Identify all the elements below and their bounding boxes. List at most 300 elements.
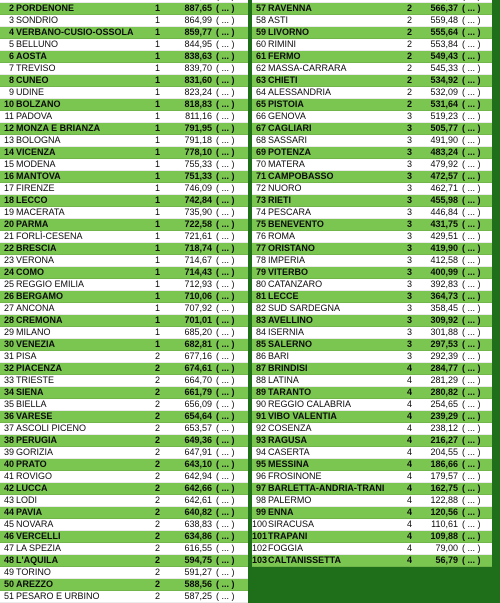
details-link[interactable]: ( ... )	[216, 543, 235, 553]
rank-number: 57	[255, 3, 266, 13]
details-link[interactable]: ( ... )	[216, 579, 235, 589]
city-name: VITERBO	[268, 267, 309, 277]
score-value: 419,90	[430, 243, 458, 253]
rank-number: 20	[3, 219, 14, 229]
details-link[interactable]: ( ... )	[216, 399, 235, 409]
group-number: 2	[154, 399, 160, 409]
details-link[interactable]: ( ... )	[216, 99, 235, 109]
city-name: LECCE	[268, 291, 299, 301]
details-link[interactable]: ( ... )	[462, 195, 481, 205]
details-link[interactable]: ( ... )	[462, 63, 481, 73]
details-link[interactable]: ( ... )	[462, 15, 481, 25]
score-value: 714,43	[184, 267, 212, 277]
rank-number: 11	[4, 111, 14, 121]
ranking-row	[0, 555, 248, 567]
group-number: 3	[406, 255, 412, 265]
details-link[interactable]: ( ... )	[462, 27, 481, 37]
details-link[interactable]: ( ... )	[462, 159, 481, 169]
details-link[interactable]: ( ... )	[462, 483, 481, 493]
rank-number: 83	[255, 315, 266, 325]
details-link[interactable]: ( ... )	[216, 183, 235, 193]
rank-number: 42	[3, 483, 14, 493]
city-name: L'AQUILA	[16, 555, 59, 565]
details-link[interactable]: ( ... )	[216, 375, 235, 385]
details-link[interactable]: ( ... )	[216, 51, 235, 61]
details-link[interactable]: ( ... )	[462, 315, 481, 325]
city-name: PORDENONE	[16, 3, 75, 13]
city-name: LODI	[16, 495, 38, 505]
ranking-row	[0, 147, 248, 159]
city-name: LECCO	[16, 195, 48, 205]
city-name: CAMPOBASSO	[268, 171, 334, 181]
details-link[interactable]: ( ... )	[216, 3, 235, 13]
group-number: 2	[154, 423, 160, 433]
details-link[interactable]: ( ... )	[216, 459, 235, 469]
group-number: 4	[406, 387, 412, 397]
details-link[interactable]: ( ... )	[462, 87, 481, 97]
score-value: 588,56	[184, 579, 212, 589]
details-link[interactable]: ( ... )	[216, 39, 235, 49]
city-name: SALERNO	[268, 339, 313, 349]
details-link[interactable]: ( ... )	[462, 243, 481, 253]
city-name: REGGIO CALABRIA	[268, 399, 352, 409]
details-link[interactable]: ( ... )	[216, 423, 235, 433]
details-link[interactable]: ( ... )	[216, 531, 235, 541]
score-value: 642,66	[184, 483, 212, 493]
rank-number: 91	[255, 411, 266, 421]
details-link[interactable]: ( ... )	[462, 387, 481, 397]
score-value: 591,27	[184, 567, 212, 577]
details-link[interactable]: ( ... )	[216, 171, 235, 181]
ranking-row	[0, 219, 248, 231]
ranking-row	[0, 531, 248, 543]
score-value: 844,95	[184, 39, 212, 49]
ranking-row	[252, 387, 492, 399]
city-name: LA SPEZIA	[16, 543, 62, 553]
details-link[interactable]: ( ... )	[462, 531, 481, 541]
details-link[interactable]: ( ... )	[216, 435, 235, 445]
group-number: 1	[154, 219, 160, 229]
group-number: 2	[154, 435, 160, 445]
details-link[interactable]: ( ... )	[462, 75, 481, 85]
group-number: 1	[154, 255, 160, 265]
details-link[interactable]: ( ... )	[462, 519, 481, 529]
city-name: RAVENNA	[268, 3, 312, 13]
details-link[interactable]: ( ... )	[216, 207, 235, 217]
details-link[interactable]: ( ... )	[216, 495, 235, 505]
group-number: 1	[154, 75, 160, 85]
group-number: 2	[154, 459, 160, 469]
details-link[interactable]: ( ... )	[462, 375, 481, 385]
city-name: ISERNIA	[268, 327, 305, 337]
score-value: 204,55	[430, 447, 458, 457]
rank-number: 76	[255, 231, 266, 241]
group-number: 2	[154, 387, 160, 397]
details-link[interactable]: ( ... )	[216, 507, 235, 517]
details-link[interactable]: ( ... )	[216, 591, 235, 601]
group-number: 1	[154, 111, 160, 121]
ranking-row	[0, 303, 248, 315]
city-name: FIRENZE	[16, 183, 55, 193]
rank-number: 90	[255, 399, 266, 409]
score-value: 455,98	[430, 195, 458, 205]
details-link[interactable]: ( ... )	[462, 507, 481, 517]
details-link[interactable]: ( ... )	[216, 555, 235, 565]
ranking-row	[252, 279, 492, 291]
details-link[interactable]: ( ... )	[462, 363, 481, 373]
city-name: CATANZARO	[268, 279, 323, 289]
group-number: 2	[406, 3, 412, 13]
rank-number: 13	[3, 135, 14, 145]
city-name: VICENZA	[16, 147, 56, 157]
score-value: 364,73	[430, 291, 458, 301]
rank-number: 64	[255, 87, 266, 97]
details-link[interactable]: ( ... )	[462, 435, 481, 445]
score-value: 446,84	[430, 207, 458, 217]
ranking-row	[252, 231, 492, 243]
rank-number: 18	[3, 195, 14, 205]
rank-number: 73	[255, 195, 266, 205]
group-number: 1	[154, 183, 160, 193]
score-value: 429,51	[430, 231, 458, 241]
details-link[interactable]: ( ... )	[462, 339, 481, 349]
score-value: 714,67	[184, 255, 212, 265]
group-number: 2	[154, 351, 160, 361]
details-link[interactable]: ( ... )	[216, 291, 235, 301]
ranking-row	[252, 291, 492, 303]
ranking-row	[252, 555, 492, 567]
details-link[interactable]: ( ... )	[216, 123, 235, 133]
rank-number: 50	[3, 579, 14, 589]
details-link[interactable]: ( ... )	[216, 87, 235, 97]
details-link[interactable]: ( ... )	[462, 303, 481, 313]
details-link[interactable]: ( ... )	[462, 111, 481, 121]
rank-number: 58	[255, 15, 266, 25]
ranking-row	[0, 567, 248, 579]
details-link[interactable]: ( ... )	[462, 207, 481, 217]
rank-number: 16	[3, 171, 14, 181]
city-name: CAGLIARI	[268, 123, 312, 133]
score-value: 301,88	[430, 327, 458, 337]
rank-number: 103	[252, 555, 268, 565]
score-value: 718,74	[184, 243, 212, 253]
city-name: PERUGIA	[16, 435, 58, 445]
group-number: 2	[406, 27, 412, 37]
group-number: 2	[154, 507, 160, 517]
details-link[interactable]: ( ... )	[462, 543, 481, 553]
score-value: 79,00	[435, 543, 458, 553]
group-number: 3	[406, 351, 412, 361]
ranking-row	[252, 483, 492, 495]
score-value: 791,95	[184, 123, 212, 133]
rank-number: 85	[255, 339, 266, 349]
details-link[interactable]: ( ... )	[462, 123, 481, 133]
ranking-row	[252, 303, 492, 315]
score-value: 545,33	[430, 63, 458, 73]
city-name: RIMINI	[268, 39, 296, 49]
rank-number: 61	[255, 51, 266, 61]
details-link[interactable]: ( ... )	[216, 279, 235, 289]
details-link[interactable]	[462, 0, 492, 2]
details-link[interactable]: ( ... )	[216, 471, 235, 481]
rank-number	[0, 0, 16, 2]
ranking-row	[252, 423, 492, 435]
city-name: FOGGIA	[268, 543, 304, 553]
details-link[interactable]: ( ... )	[462, 147, 481, 157]
group-number: 1	[154, 63, 160, 73]
city-name: BELLUNO	[16, 39, 59, 49]
city-name: RAGUSA	[268, 435, 308, 445]
details-link[interactable]: ( ... )	[216, 303, 235, 313]
rank-number: 70	[255, 159, 266, 169]
score-value: 653,57	[184, 423, 212, 433]
ranking-row	[0, 291, 248, 303]
group-number: 2	[406, 39, 412, 49]
rank-number: 25	[3, 279, 14, 289]
group-number: 1	[154, 3, 160, 13]
rank-number: 23	[3, 255, 14, 265]
details-link[interactable]: ( ... )	[216, 243, 235, 253]
city-name: COMO	[16, 267, 44, 277]
score-value: 642,94	[184, 471, 212, 481]
details-link[interactable]: ( ... )	[462, 351, 481, 361]
group-number: 4	[406, 363, 412, 373]
rank-number: 44	[3, 507, 14, 517]
score-value: 685,20	[184, 327, 212, 337]
details-link[interactable]: ( ... )	[462, 447, 481, 457]
city-name: ORISTANO	[268, 243, 315, 253]
ranking-row	[0, 327, 248, 339]
city-name: VIBO VALENTIA	[268, 411, 337, 421]
city-name: LIVORNO	[268, 27, 310, 37]
details-link[interactable]: ( ... )	[462, 255, 481, 265]
ranking-row	[252, 123, 492, 135]
details-link[interactable]: ( ... )	[462, 171, 481, 181]
score-value: 742,84	[184, 195, 212, 205]
ranking-row	[252, 39, 492, 51]
group-number: 4	[406, 483, 412, 493]
details-link[interactable]: ( ... )	[462, 219, 481, 229]
details-link[interactable]: ( ... )	[462, 291, 481, 301]
group-number: 1	[154, 147, 160, 157]
ranking-row	[252, 459, 492, 471]
details-link[interactable]: ( ... )	[462, 39, 481, 49]
ranking-row	[0, 471, 248, 483]
group-number: 1	[154, 279, 160, 289]
city-name: MANTOVA	[16, 171, 61, 181]
ranking-row	[0, 507, 248, 519]
group-number: 1	[154, 159, 160, 169]
ranking-row	[252, 147, 492, 159]
rank-number: 98	[255, 495, 266, 505]
city-name: BARI	[268, 351, 290, 361]
details-link[interactable]: ( ... )	[216, 159, 235, 169]
score-value: 838,63	[184, 51, 212, 61]
ranking-row	[252, 399, 492, 411]
group-number: 1	[154, 87, 160, 97]
group-number: 3	[406, 207, 412, 217]
details-link[interactable]: ( ... )	[216, 75, 235, 85]
group-number: 1	[154, 195, 160, 205]
score-value: 56,79	[435, 555, 458, 565]
city-name: CREMONA	[16, 315, 63, 325]
details-link[interactable]: ( ... )	[462, 279, 481, 289]
details-link[interactable]: ( ... )	[216, 147, 235, 157]
ranking-row	[252, 15, 492, 27]
details-link[interactable]: ( ... )	[462, 231, 481, 241]
group-number: 4	[406, 399, 412, 409]
details-link[interactable]: ( ... )	[216, 519, 235, 529]
score-value: 555,64	[430, 27, 458, 37]
details-link[interactable]: ( ... )	[462, 3, 481, 13]
details-link[interactable]: ( ... )	[216, 135, 235, 145]
city-name: BRINDISI	[268, 363, 308, 373]
score-value: 281,29	[430, 375, 458, 385]
details-link[interactable]: ( ... )	[216, 27, 235, 37]
details-link[interactable]: ( ... )	[216, 483, 235, 493]
details-link[interactable]: ( ... )	[216, 219, 235, 229]
score-value: 122,88	[430, 495, 458, 505]
rank-number: 26	[3, 291, 14, 301]
details-link[interactable]: ( ... )	[462, 399, 481, 409]
details-link[interactable]: ( ... )	[462, 327, 481, 337]
details-link[interactable]: ( ... )	[462, 459, 481, 469]
city-name: PIACENZA	[16, 363, 63, 373]
score-value: 755,33	[184, 159, 212, 169]
details-link[interactable]: ( ... )	[216, 315, 235, 325]
details-link[interactable]: ( ... )	[462, 99, 481, 109]
details-link[interactable]: ( ... )	[462, 267, 481, 277]
score-value: 643,10	[184, 459, 212, 469]
score-value: 483,24	[430, 147, 458, 157]
score-value: 839,70	[184, 63, 212, 73]
ranking-row	[252, 51, 492, 63]
score-value: 710,06	[184, 291, 212, 301]
rank-number: 97	[255, 483, 266, 493]
score-value: 519,23	[430, 111, 458, 121]
ranking-row	[252, 339, 492, 351]
group-number: 1	[154, 303, 160, 313]
rank-number: 5	[8, 39, 14, 49]
details-link[interactable]: ( ... )	[216, 195, 235, 205]
group-number: 1	[154, 339, 160, 349]
ranking-row	[252, 327, 492, 339]
ranking-row	[252, 435, 492, 447]
ranking-row	[252, 195, 492, 207]
details-link[interactable]: ( ... )	[462, 495, 481, 505]
group-number: 2	[154, 471, 160, 481]
city-name: ANCONA	[16, 303, 55, 313]
ranking-row	[252, 315, 492, 327]
city-name: TRIESTE	[16, 375, 55, 385]
score-value: 162,75	[430, 483, 458, 493]
city-name: FORLÌ-CESENA	[16, 231, 83, 241]
details-link[interactable]: ( ... )	[462, 51, 481, 61]
score-value: 412,58	[430, 255, 458, 265]
group-number: 3	[406, 159, 412, 169]
score-value: 864,99	[184, 15, 212, 25]
score-value: 616,55	[184, 543, 212, 553]
details-link[interactable]: ( ... )	[216, 351, 235, 361]
group-number: 2	[154, 543, 160, 553]
score-value: 216,27	[430, 435, 458, 445]
details-link[interactable]: ( ... )	[216, 231, 235, 241]
rank-number: 40	[3, 459, 14, 469]
details-link[interactable]: ( ... )	[216, 255, 235, 265]
details-link[interactable]: ( ... )	[216, 567, 235, 577]
score-value	[412, 0, 462, 2]
details-link[interactable]: ( ... )	[216, 447, 235, 457]
details-link[interactable]: ( ... )	[462, 183, 481, 193]
group-number: 4	[406, 555, 412, 565]
details-link[interactable]: ( ... )	[216, 387, 235, 397]
rank-number: 9	[8, 87, 14, 97]
rank-number: 45	[3, 519, 14, 529]
details-link[interactable]: ( ... )	[216, 15, 235, 25]
ranking-row	[0, 591, 248, 603]
city-name: GENOVA	[268, 111, 306, 121]
details-link[interactable]	[216, 0, 248, 2]
details-link[interactable]: ( ... )	[216, 411, 235, 421]
details-link[interactable]: ( ... )	[216, 111, 235, 121]
rank-number: 24	[3, 267, 14, 277]
details-link[interactable]: ( ... )	[462, 135, 481, 145]
ranking-row	[0, 447, 248, 459]
ranking-row	[0, 279, 248, 291]
ranking-row	[252, 87, 492, 99]
rank-number: 14	[3, 147, 14, 157]
ranking-row	[0, 15, 248, 27]
group-number: 3	[406, 147, 412, 157]
score-value: 531,64	[430, 99, 458, 109]
group-number: 2	[154, 567, 160, 577]
city-name: MILANO	[16, 327, 51, 337]
details-link[interactable]: ( ... )	[216, 327, 235, 337]
city-name: SONDRIO	[16, 15, 59, 25]
ranking-row	[0, 267, 248, 279]
details-link[interactable]: ( ... )	[462, 423, 481, 433]
score-value: 358,45	[430, 303, 458, 313]
group-number: 1	[154, 27, 160, 37]
city-name: PESARO E URBINO	[16, 591, 100, 601]
details-link[interactable]: ( ... )	[216, 363, 235, 373]
rank-number: 29	[3, 327, 14, 337]
score-value: 534,92	[430, 75, 458, 85]
city-name: REGGIO EMILIA	[16, 279, 85, 289]
city-name: SASSARI	[268, 135, 308, 145]
group-number: 4	[406, 507, 412, 517]
details-link[interactable]: ( ... )	[462, 411, 481, 421]
ranking-row	[252, 351, 492, 363]
rank-number: 66	[255, 111, 266, 121]
score-value: 292,39	[430, 351, 458, 361]
ranking-row	[252, 267, 492, 279]
details-link[interactable]: ( ... )	[216, 267, 235, 277]
ranking-row	[0, 135, 248, 147]
city-name: BIELLA	[16, 399, 47, 409]
group-number	[144, 0, 160, 2]
group-number: 2	[154, 591, 160, 601]
details-link[interactable]: ( ... )	[216, 339, 235, 349]
score-value: 701,01	[184, 315, 212, 325]
score-value: 505,77	[430, 123, 458, 133]
score-value: 746,09	[184, 183, 212, 193]
city-name: MASSA-CARRARA	[268, 63, 347, 73]
ranking-row	[0, 99, 248, 111]
details-link[interactable]: ( ... )	[462, 555, 481, 565]
details-link[interactable]: ( ... )	[216, 63, 235, 73]
details-link[interactable]: ( ... )	[462, 471, 481, 481]
